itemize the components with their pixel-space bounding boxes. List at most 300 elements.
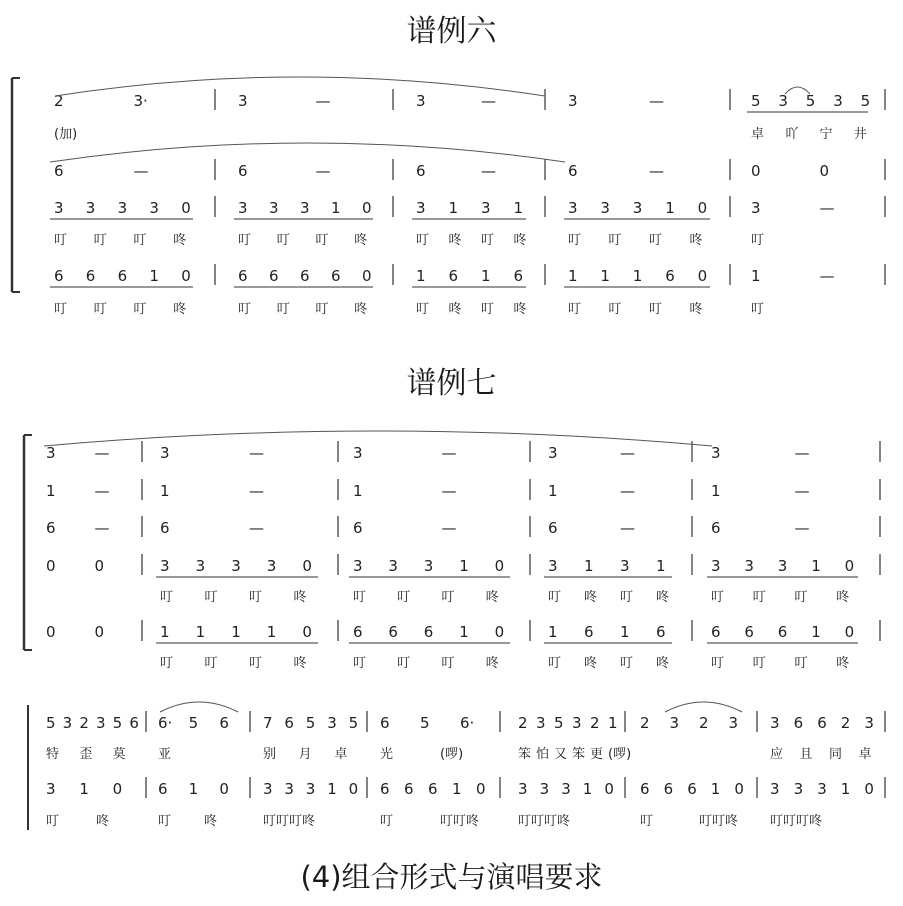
- lyric: 叮: [649, 302, 663, 317]
- note: 6·: [460, 714, 475, 732]
- note: 0: [604, 780, 614, 798]
- lyric: 叮叮咚: [440, 814, 480, 829]
- lyric: 叮: [481, 233, 495, 248]
- note: 3: [305, 780, 316, 798]
- lyric: 叮: [353, 590, 367, 605]
- note: 1: [416, 267, 426, 285]
- lyric: 叮: [548, 656, 562, 671]
- note: 5: [420, 714, 430, 732]
- note: 1: [632, 267, 643, 285]
- note: 2: [840, 714, 851, 732]
- note: 6: [300, 267, 310, 285]
- lyric: 咚: [354, 302, 368, 317]
- note: 2: [54, 92, 64, 110]
- note: 0: [219, 780, 229, 798]
- note: 0: [181, 267, 191, 285]
- lyric: 叮叮叮咚: [518, 814, 571, 829]
- lyric: 卓: [334, 747, 348, 762]
- note: 3: [263, 780, 273, 798]
- lyric: 叮: [380, 814, 394, 829]
- lyric: 吖: [785, 127, 799, 142]
- note: 3: [96, 714, 106, 732]
- note: 0: [46, 623, 56, 641]
- lyric: 特: [46, 747, 60, 762]
- note: —: [620, 444, 635, 462]
- example-7-heading: 谱例七: [406, 366, 497, 401]
- note: 1: [459, 623, 469, 641]
- lyric: 月: [298, 747, 312, 762]
- note: 3: [711, 444, 721, 462]
- note: 6: [46, 519, 56, 537]
- note: —: [794, 444, 810, 462]
- note: 6: [513, 267, 524, 285]
- lyric: (啰): [608, 747, 632, 762]
- lyric: 叮: [441, 656, 455, 671]
- note: 1: [231, 623, 241, 641]
- lyric: 别: [263, 747, 277, 762]
- note: 1: [710, 780, 721, 798]
- note: 6: [54, 267, 64, 285]
- note: 1: [195, 623, 206, 641]
- note: 1: [160, 482, 170, 500]
- note: 3: [416, 92, 426, 110]
- note: 1: [266, 623, 277, 641]
- lyric: 叮: [397, 590, 411, 605]
- lyric: 咚: [689, 302, 703, 317]
- note: 6: [817, 714, 827, 732]
- note: 6: [353, 519, 363, 537]
- lyric: (啰): [440, 747, 464, 762]
- lyric: 叮: [249, 656, 263, 671]
- lyric: 咚: [485, 656, 499, 671]
- lyric: 咚: [354, 233, 368, 248]
- note: 1: [582, 780, 593, 798]
- note: 6: [238, 267, 248, 285]
- lyric: 叮: [548, 590, 562, 605]
- note: 3: [231, 557, 241, 575]
- note: 3: [353, 444, 363, 462]
- note: 6: [711, 519, 721, 537]
- note: 6: [388, 623, 398, 641]
- note: 3: [568, 199, 578, 217]
- note: —: [819, 267, 835, 285]
- note: 3: [85, 199, 96, 217]
- lyric: 叮: [416, 233, 430, 248]
- note: 1: [548, 623, 558, 641]
- note: —: [481, 162, 496, 180]
- note: 6: [238, 162, 248, 180]
- note: 1: [331, 199, 341, 217]
- note: 0: [494, 623, 505, 641]
- note: 6: [416, 162, 426, 180]
- note: —: [249, 519, 264, 537]
- note: 6: [548, 519, 558, 537]
- note: 3: [423, 557, 434, 575]
- lyric: 叮: [752, 590, 766, 605]
- lyric: 叮: [481, 302, 495, 317]
- note: 3: [793, 780, 804, 798]
- note: 6: [160, 519, 170, 537]
- lyric: 叮: [133, 302, 147, 317]
- note: 3: [728, 714, 739, 732]
- lyric: 又: [554, 747, 568, 762]
- note: 1: [811, 557, 821, 575]
- note: 0: [348, 780, 359, 798]
- slur-arc: [160, 702, 238, 712]
- lyric: 咚: [656, 590, 670, 605]
- note: 3: [778, 92, 788, 110]
- lyric: 叮: [160, 656, 174, 671]
- note: 3: [751, 199, 761, 217]
- note: 5: [348, 714, 359, 732]
- note: 1: [548, 482, 558, 500]
- note: 5: [805, 92, 816, 110]
- lyric: 咚: [96, 814, 110, 829]
- note: 3: [632, 199, 643, 217]
- note: —: [794, 519, 810, 537]
- note: 1: [608, 714, 618, 732]
- lyric: 叮: [158, 814, 172, 829]
- note: 5: [112, 714, 123, 732]
- note: 3: [238, 92, 248, 110]
- lyric: 咚: [584, 656, 598, 671]
- note: 0: [302, 557, 312, 575]
- note: 3: [149, 199, 159, 217]
- lyric: 咚: [513, 302, 527, 317]
- lyric: 叮: [46, 814, 60, 829]
- lyric: 叮: [620, 590, 634, 605]
- note: 6: [568, 162, 578, 180]
- lyric: 叮: [608, 302, 622, 317]
- lyric: 歪: [79, 747, 93, 762]
- note: 6: [331, 267, 341, 285]
- note: 3: [481, 199, 491, 217]
- note: 0: [181, 199, 191, 217]
- note: —: [649, 92, 664, 110]
- note: 6: [423, 623, 434, 641]
- lyric: 叮: [608, 233, 622, 248]
- lyric: 莫: [112, 747, 126, 762]
- lyric: 咚: [448, 302, 462, 317]
- note: 0: [112, 780, 123, 798]
- lyric: 叮: [441, 590, 455, 605]
- note: 3: [46, 444, 56, 462]
- note: 1: [568, 267, 578, 285]
- lyric: 叮叮咚: [699, 814, 739, 829]
- note: 1: [448, 199, 459, 217]
- note: 1: [665, 199, 675, 217]
- note: 1: [840, 780, 851, 798]
- note: 3: [269, 199, 279, 217]
- note: —: [620, 519, 635, 537]
- tie-arc: [50, 143, 565, 162]
- lyric: 叮: [640, 814, 654, 829]
- note: 2: [699, 714, 709, 732]
- lyric: 叮叮叮咚: [770, 814, 823, 829]
- lyric: 叮: [276, 302, 290, 317]
- lyric: 叮: [794, 590, 808, 605]
- lyric: 叮: [315, 302, 329, 317]
- lyric: 叮: [238, 302, 252, 317]
- lyric: 叮: [249, 590, 263, 605]
- note: 3: [548, 444, 558, 462]
- lyric: 更: [590, 747, 604, 762]
- lyric: 叮: [568, 233, 582, 248]
- lyric: 叮: [752, 656, 766, 671]
- note: 3: [266, 557, 277, 575]
- lyric: 咚: [173, 233, 187, 248]
- lyric: 咚: [485, 590, 499, 605]
- note: 3: [195, 557, 206, 575]
- note: 3: [561, 780, 571, 798]
- note: 3·: [133, 92, 148, 110]
- note: 6: [158, 780, 168, 798]
- note: 1: [353, 482, 363, 500]
- note: 1: [327, 780, 337, 798]
- lyric: 咚: [656, 656, 670, 671]
- note: 3: [284, 780, 294, 798]
- note: 3: [669, 714, 680, 732]
- note: 3: [744, 557, 754, 575]
- lyric: 叮: [204, 590, 218, 605]
- note: —: [94, 482, 110, 500]
- lyric: 光: [380, 747, 394, 762]
- note: 2: [590, 714, 600, 732]
- lyric: 叮: [93, 302, 107, 317]
- note: 6: [380, 780, 390, 798]
- note: 0: [494, 557, 505, 575]
- note: 3: [353, 557, 363, 575]
- note: 6: [711, 623, 721, 641]
- note: —: [94, 444, 110, 462]
- lyric: 叮: [751, 302, 765, 317]
- note: 3: [300, 199, 310, 217]
- lyric: 咚: [204, 814, 218, 829]
- note: 1: [584, 557, 594, 575]
- note: 6: [54, 162, 64, 180]
- note: 3: [238, 199, 248, 217]
- lyric: 叮: [160, 590, 174, 605]
- note: 2: [640, 714, 650, 732]
- note: 3: [620, 557, 630, 575]
- note: 6: [448, 267, 459, 285]
- note: 0: [94, 557, 105, 575]
- lyric: 叮: [204, 656, 218, 671]
- note: 0: [302, 623, 312, 641]
- note: 3: [416, 199, 426, 217]
- note: 6: [269, 267, 279, 285]
- note: 6: [665, 267, 675, 285]
- lyric: 叮: [93, 233, 107, 248]
- note: 3: [600, 199, 610, 217]
- tie-arc: [55, 77, 545, 96]
- lyric: 咚: [836, 656, 850, 671]
- note: 6: [793, 714, 804, 732]
- lyric: 叮: [54, 233, 68, 248]
- note: 3: [388, 557, 398, 575]
- note: 1: [711, 482, 721, 500]
- note: 1: [79, 780, 89, 798]
- lyric: 咚: [836, 590, 850, 605]
- note: 3: [833, 92, 843, 110]
- lyric: 叮: [315, 233, 329, 248]
- lyric: 笨: [572, 747, 586, 762]
- note: 3: [327, 714, 337, 732]
- note: 3: [770, 714, 780, 732]
- note: 6: [380, 714, 390, 732]
- lyric: 叮: [711, 656, 725, 671]
- note: 0: [362, 199, 372, 217]
- lyric: 叮: [794, 656, 808, 671]
- note: 5: [305, 714, 316, 732]
- note: 3: [117, 199, 128, 217]
- note: 5: [554, 714, 564, 732]
- note: 6: [584, 623, 594, 641]
- note: 0: [864, 780, 874, 798]
- note: —: [620, 482, 635, 500]
- note: 1: [459, 557, 469, 575]
- lyric: 同: [829, 747, 843, 762]
- note: 3: [770, 780, 780, 798]
- note: 3: [54, 199, 64, 217]
- note: 1: [751, 267, 761, 285]
- note: 1: [160, 623, 170, 641]
- note: 1: [620, 623, 630, 641]
- lyric: 叮: [568, 302, 582, 317]
- lyric: 笨: [518, 747, 532, 762]
- note: 1: [46, 482, 56, 500]
- lyric: 咚: [448, 233, 462, 248]
- note: 3: [548, 557, 558, 575]
- lyric: 叮: [649, 233, 663, 248]
- note: 6: [640, 780, 650, 798]
- lyric: 且: [799, 747, 813, 762]
- note: 6: [428, 780, 438, 798]
- note: 1: [656, 557, 666, 575]
- note: 3: [572, 714, 582, 732]
- note: 6: [353, 623, 363, 641]
- note: 3: [160, 557, 170, 575]
- note: 3: [864, 714, 874, 732]
- note: 6: [777, 623, 788, 641]
- note: 1: [452, 780, 462, 798]
- note: 3: [46, 780, 56, 798]
- lyric: 应: [770, 747, 784, 762]
- note: 6: [656, 623, 666, 641]
- lyric: 宁: [819, 127, 833, 142]
- note: 6: [85, 267, 96, 285]
- note: 1: [811, 623, 821, 641]
- note: 1: [188, 780, 199, 798]
- note: 5: [860, 92, 871, 110]
- lyric: 叮: [620, 656, 634, 671]
- note: 3: [518, 780, 528, 798]
- lyric: 卓: [751, 127, 765, 142]
- note: 3: [539, 780, 550, 798]
- note: —: [94, 519, 110, 537]
- note: 6: [129, 714, 139, 732]
- note: 3: [777, 557, 788, 575]
- note: 3: [817, 780, 827, 798]
- lyric: 叮叮叮咚: [263, 814, 316, 829]
- note: —: [481, 92, 496, 110]
- note: 3: [160, 444, 170, 462]
- note: —: [819, 199, 835, 217]
- note: 0: [697, 267, 708, 285]
- note: 0: [46, 557, 56, 575]
- lyric: (加): [54, 127, 78, 142]
- lyric: 叮: [711, 590, 725, 605]
- lyric: 叮: [276, 233, 290, 248]
- note: 6: [117, 267, 128, 285]
- note: 0: [844, 557, 855, 575]
- note: —: [249, 444, 264, 462]
- lyric: 叮: [416, 302, 430, 317]
- note: 0: [476, 780, 486, 798]
- note: 3: [62, 714, 73, 732]
- note: —: [794, 482, 810, 500]
- note: 0: [751, 162, 761, 180]
- note: 1: [513, 199, 524, 217]
- lyric: 叮: [353, 656, 367, 671]
- note: 5: [188, 714, 199, 732]
- example-6-heading: 谱例六: [406, 14, 497, 49]
- note: 6: [744, 623, 754, 641]
- note: —: [249, 482, 264, 500]
- note: 2: [518, 714, 528, 732]
- section-heading: (4)组合形式与演唱要求: [300, 860, 603, 894]
- lyric: 咚: [293, 590, 307, 605]
- lyric: 咚: [173, 302, 187, 317]
- lyric: 叮: [54, 302, 68, 317]
- note: 6: [284, 714, 294, 732]
- note: 1: [600, 267, 610, 285]
- lyric: 咚: [293, 656, 307, 671]
- lyric: 咚: [513, 233, 527, 248]
- note: 6: [663, 780, 674, 798]
- note: 6: [219, 714, 229, 732]
- note: 0: [734, 780, 744, 798]
- note: —: [441, 519, 457, 537]
- note: 3: [536, 714, 546, 732]
- tie-arc: [44, 431, 712, 446]
- lyric: 咚: [689, 233, 703, 248]
- note: 0: [844, 623, 855, 641]
- note: —: [133, 162, 149, 180]
- note: 2: [79, 714, 89, 732]
- lyric: 怕: [536, 747, 550, 762]
- note: 0: [819, 162, 830, 180]
- lyric: 叮: [397, 656, 411, 671]
- note: 0: [362, 267, 372, 285]
- note: —: [315, 162, 331, 180]
- note: 6: [404, 780, 414, 798]
- lyric: 卓: [858, 747, 872, 762]
- note: 6·: [158, 714, 173, 732]
- note: —: [315, 92, 331, 110]
- lyric: 井: [853, 127, 867, 142]
- note: 7: [263, 714, 273, 732]
- note: 3: [711, 557, 721, 575]
- note: 1: [149, 267, 159, 285]
- note: —: [441, 444, 457, 462]
- lyric: 亚: [158, 747, 172, 762]
- note: 1: [481, 267, 491, 285]
- lyric: 咚: [584, 590, 598, 605]
- note: 0: [697, 199, 708, 217]
- lyric: 叮: [751, 233, 765, 248]
- note: 5: [751, 92, 761, 110]
